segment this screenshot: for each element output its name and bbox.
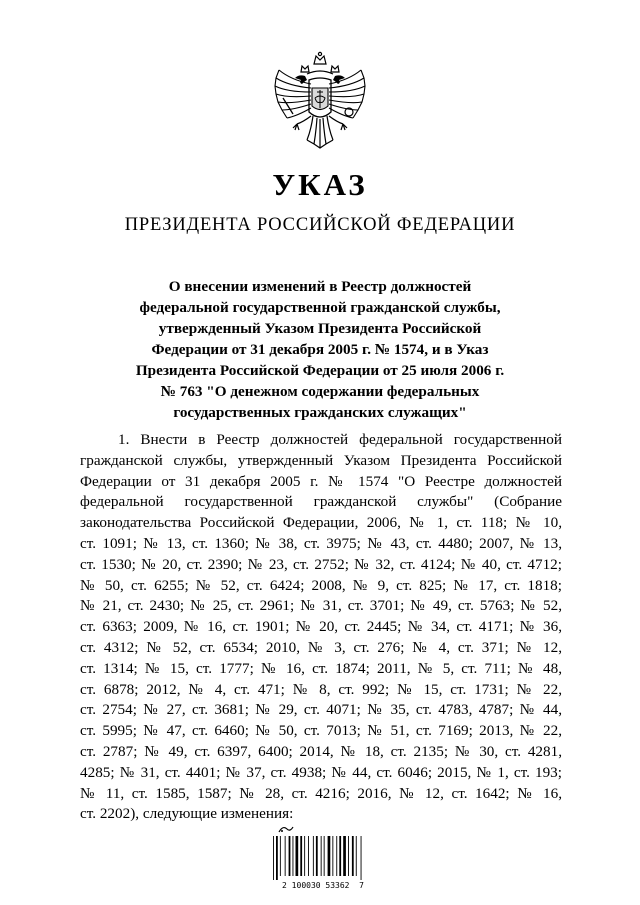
body-line: ст. 5995; № 47, ст. 6460; № 50, ст. 7013; № 51, ст. 7169; 2013, № 22, (80, 722, 562, 740)
barcode-bar (276, 836, 278, 880)
barcode-digits: 2 100030 53362 7 (282, 881, 364, 890)
barcode-block (268, 824, 378, 894)
title-line: утвержденный Указом Президента Российской (158, 320, 482, 337)
barcode-bar (313, 836, 314, 876)
barcode-bar (356, 836, 357, 876)
barcode-bar (332, 836, 333, 876)
body-line: № 50, ст. 6255; № 52, ст. 6424; 2008, № 9, ст. 825; № 17, ст. 1818; (80, 576, 562, 594)
body-line: Федерации от 31 декабря 2005 г. № 1574 "О Реестре должностей (80, 472, 562, 490)
title-line: № 763 "О денежном содержании федеральных (160, 383, 480, 400)
body-line: ст. 4312; № 52, ст. 6534; 2010, № 3, ст. 276; № 4, ст. 371; № 12, (80, 638, 562, 656)
document-title (100, 276, 540, 423)
title-line: О внесении изменений в Реестр должностей (168, 278, 472, 295)
title-line: государственных гражданских служащих" (173, 404, 467, 421)
document-type-heading: УКАЗ (272, 167, 368, 202)
barcode-icon (272, 836, 370, 880)
barcode-bar (280, 836, 281, 876)
body-line: законодательства Российской Федерации, 2006, № 1, ст. 118; № 10, (80, 514, 562, 532)
body-line: 4285; № 31, ст. 4401; № 37, ст. 4938; № 44, ст. 6046; 2015, № 1, ст. 193; (80, 763, 562, 781)
body-line: гражданской службы, утвержденный Указом Президента Российской (80, 451, 562, 469)
body-line: ст. 2787; № 49, ст. 6397, 6400; 2014, № 18, ст. 2135; № 30, ст. 4281, (80, 742, 562, 760)
title-line: Президента Российской Федерации от 25 июля 2006 г. (135, 362, 505, 379)
body-line: федеральной государственной гражданской службы" (Собрание (80, 493, 562, 511)
printer-mark-icon (278, 824, 294, 834)
body-line: ст. 2754; № 27, ст. 3681; № 29, ст. 4071; № 35, ст. 4783, 4787; № 44, (80, 701, 562, 719)
barcode-bar (293, 836, 294, 876)
body-line: ст. 6878; 2012, № 4, ст. 471; № 8, ст. 992; № 15, ст. 1731; № 22, (80, 680, 562, 698)
body-line: ст. 2202), следующие изменения: (80, 805, 294, 823)
barcode-bar (361, 836, 362, 880)
body-line: № 11, ст. 1585, 1587; № 28, ст. 4216; 2016, № 12, ст. 1642; № 16, (80, 784, 562, 802)
barcode-bar (316, 836, 318, 876)
barcode-bar (296, 836, 299, 876)
barcode-bar (273, 836, 274, 880)
issuer-heading: ПРЕЗИДЕНТА РОССИЙСКОЙ ФЕДЕРАЦИИ (124, 215, 516, 235)
title-line: Федерации от 31 декабря 2005 г. № 1574, и в Указ (151, 341, 489, 358)
barcode-bar (300, 836, 302, 876)
barcode-bar (343, 836, 346, 876)
barcode-bar (289, 836, 291, 876)
barcode-bar (328, 836, 331, 876)
title-line: федеральной государственной гражданской службы, (139, 299, 501, 316)
body-line: 1. Внести в Реестр должностей федеральной государственной (118, 431, 562, 448)
barcode-bar (285, 836, 286, 876)
body-line: ст. 1530; № 20, ст. 2390; № 23, ст. 2752; № 32, ст. 4124; № 40, ст. 4712; (80, 555, 562, 573)
coat-of-arms-icon (271, 50, 369, 158)
body-paragraph (80, 430, 562, 825)
body-line: ст. 1091; № 13, ст. 1360; № 38, ст. 3975; № 43, ст. 4480; 2007, № 13, (80, 534, 562, 552)
barcode-bar (348, 836, 349, 876)
barcode-bar (339, 836, 341, 876)
barcode-bar (321, 836, 322, 876)
barcode-bar (324, 836, 325, 876)
body-line: ст. 6363; 2009, № 16, ст. 1901; № 20, ст. 2445; № 34, ст. 4171; № 36, (80, 618, 562, 636)
barcode-bar (352, 836, 354, 876)
barcode-bar (336, 836, 337, 876)
barcode-bar (304, 836, 305, 876)
body-line: ст. 1314; № 15, ст. 1777; № 16, ст. 1874; 2011, № 5, ст. 711; № 48, (80, 659, 562, 677)
body-line: № 21, ст. 2430; № 25, ст. 2961; № 31, ст. 3701; № 49, ст. 5763; № 52, (80, 597, 562, 615)
barcode-bar (308, 836, 309, 876)
